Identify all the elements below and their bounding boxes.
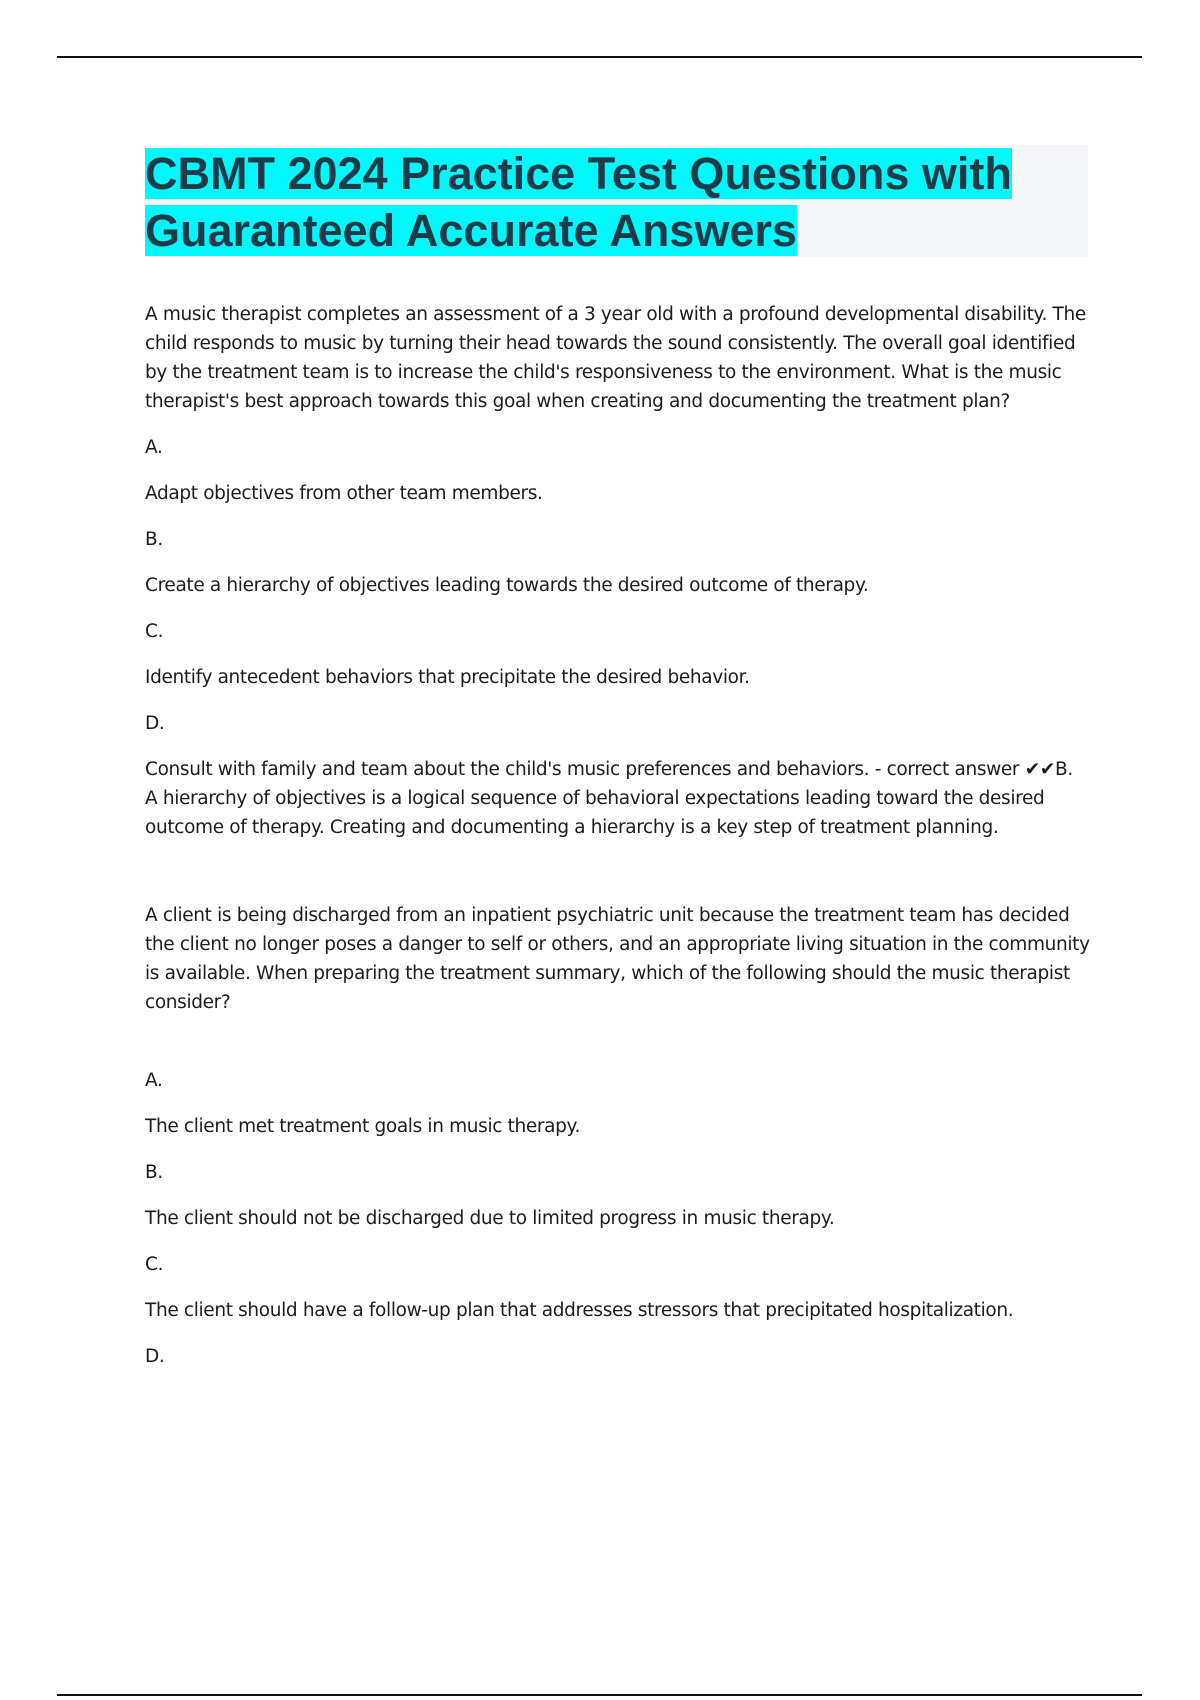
document-body [145, 300, 1090, 1388]
option-letter: C. [145, 621, 164, 642]
option-letter: A. [145, 1070, 163, 1091]
page-title [145, 145, 1088, 259]
question-2 [145, 901, 1090, 1371]
option-letter: D. [145, 713, 165, 734]
question-1 [145, 300, 1090, 842]
bottom-rule [57, 1694, 1142, 1696]
option-text-with-answer: Consult with family and team about the child's music preferences and behaviors. - correct answer ✔✔B. A hierarchy of objectives is a logical sequence of behavioral expectations leading toward the desired outcome of therapy. Creating and documenting a hierarchy is a key step of treatment planning. [145, 759, 1073, 838]
title-block [145, 145, 1088, 257]
title-line-1: CBMT 2024 Practice Test Questions with [145, 148, 1012, 199]
top-rule [57, 56, 1142, 58]
question-spacer [145, 842, 1090, 901]
option-text: Identify antecedent behaviors that precipitate the desired behavior. [145, 667, 750, 688]
question-stem: A music therapist completes an assessment of a 3 year old with a profound developmental disability. The child responds to music by turning their head towards the sound consistently. The overall goal identified by the treatment team is to increase the child's responsiveness to the environment. What is the music therapist's best approach towards this goal when creating and documenting the treatment plan? [145, 304, 1086, 412]
option-text: Create a hierarchy of objectives leading towards the desired outcome of therapy. [145, 575, 869, 596]
option-text: Adapt objectives from other team members. [145, 483, 543, 504]
option-letter: A. [145, 437, 163, 458]
option-letter: B. [145, 1162, 163, 1183]
option-letter: D. [145, 1346, 165, 1367]
question-stem: A client is being discharged from an inpatient psychiatric unit because the treatment team has decided the client no longer poses a danger to self or others, and an appropriate living situation in the community is available. When preparing the treatment summary, which of the following should the music therapist consider? [145, 905, 1090, 1013]
option-text: The client should not be discharged due to limited progress in music therapy. [145, 1208, 835, 1229]
option-text: The client should have a follow-up plan that addresses stressors that precipitated hospitalization. [145, 1300, 1014, 1321]
option-letter: B. [145, 529, 163, 550]
title-line-2: Guaranteed Accurate Answers [145, 205, 797, 256]
option-letter: C. [145, 1254, 164, 1275]
option-text: The client met treatment goals in music therapy. [145, 1116, 581, 1137]
